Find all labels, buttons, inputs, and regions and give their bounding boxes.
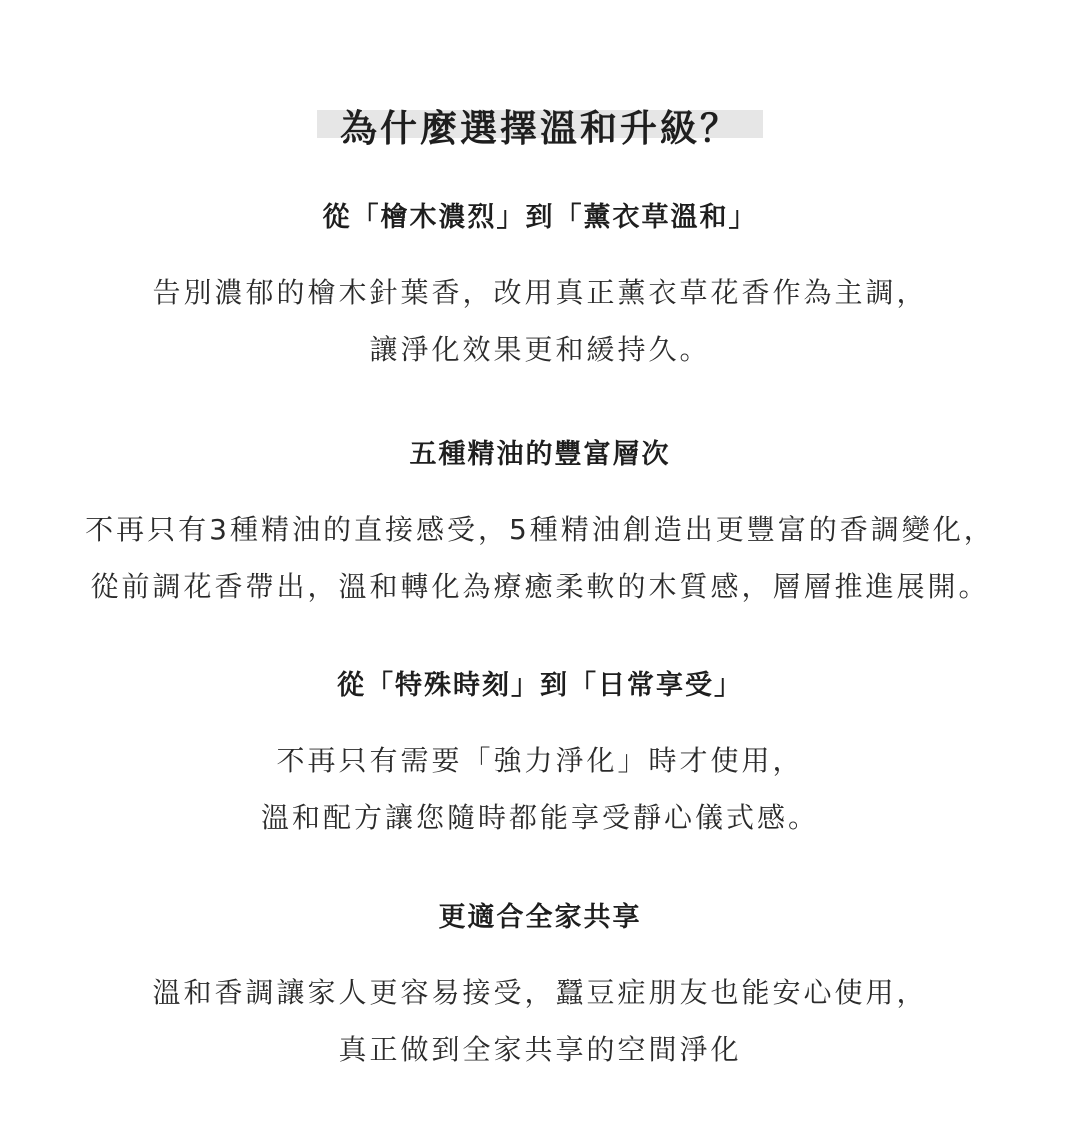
section-text-line: 真正做到全家共享的空間淨化 [338,1033,742,1066]
section-text-line: 不再只有需要「強力淨化」時才使用， [276,744,804,777]
section-heading: 更適合全家共享 [438,902,642,933]
section-text-line: 不再只有3種精油的直接感受，5種精油創造出更豐富的香調變化， [85,513,995,546]
section-text-line: 讓淨化效果更和緩持久。 [369,333,711,366]
section-body [0,264,1080,378]
page-title: 為什麼選擇溫和升級？ [340,106,740,150]
section-text-line: 溫和配方讓您隨時都能享受靜心儀式感。 [260,801,819,834]
section-body [0,732,1080,846]
section-lavender [0,198,1080,378]
section-heading: 從「檜木濃烈」到「薰衣草溫和」 [322,202,758,233]
section-body [0,964,1080,1078]
section-text-line: 從前調花香帶出，溫和轉化為療癒柔軟的木質感，層層推進展開。 [90,570,990,603]
section-family [0,898,1080,1078]
section-text-line: 告別濃郁的檜木針葉香，改用真正薰衣草花香作為主調， [152,276,928,309]
section-body [0,501,1080,615]
section-text-line: 溫和香調讓家人更容易接受，蠶豆症朋友也能安心使用， [152,976,928,1009]
section-heading: 從「特殊時刻」到「日常享受」 [337,670,743,701]
section-daily-use [0,666,1080,846]
title-block [0,78,1080,180]
section-five-oils [0,435,1080,615]
section-heading: 五種精油的豐富層次 [409,439,671,470]
